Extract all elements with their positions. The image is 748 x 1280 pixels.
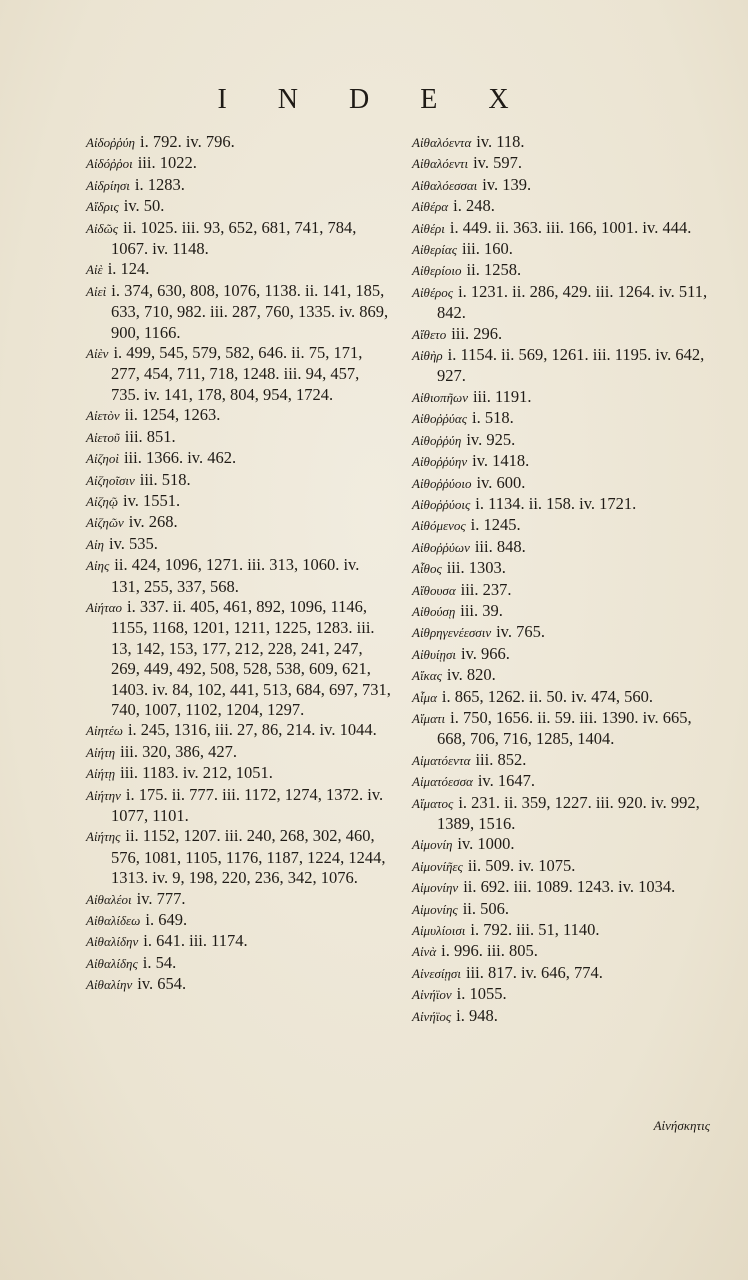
index-references: iii. 160.	[462, 239, 513, 259]
index-headword: Αἰθέρος	[412, 284, 454, 300]
index-references: iii. 39.	[460, 600, 503, 620]
index-references: iv. 600.	[476, 472, 526, 492]
index-entry	[86, 974, 392, 995]
index-headword: Αἱμονίῆες	[412, 858, 463, 874]
index-headword: Αἴθουσα	[412, 582, 456, 598]
index-references: iv. 535.	[109, 533, 158, 553]
index-headword: Αἰνήϊον	[412, 987, 452, 1003]
index-references: i. 499, 545, 579, 582, 646. ii. 75, 171, 277, 454, 711, 718, 1248. iii. 94, 457, 735. iv. 141, 178, 804, 954, 1724.	[111, 343, 363, 404]
index-references: i. 641. iii. 1174.	[143, 931, 248, 951]
index-entry	[412, 665, 712, 686]
index-entry	[412, 750, 712, 771]
index-entry	[412, 260, 712, 281]
index-entry	[412, 473, 712, 494]
index-column-left	[86, 132, 392, 996]
index-references: i. 374, 630, 808, 1076, 1138. ii. 141, 185, 633, 710, 982. iii. 287, 760, 1335. iv. 869, 900, 1166.	[111, 280, 389, 342]
index-entry	[412, 941, 712, 962]
index-entry	[86, 132, 392, 153]
index-entry	[412, 1006, 712, 1027]
index-headword: Αἰθούσῃ	[412, 603, 456, 619]
index-references: ii. 506.	[462, 898, 509, 918]
index-references: iv. 139.	[482, 174, 532, 194]
index-headword: Αἱματόεντα	[412, 752, 471, 768]
index-references: i. 865, 1262. ii. 50. iv. 474, 560.	[441, 686, 654, 706]
index-references: i. 337. ii. 405, 461, 892, 1096, 1146, 1155, 1168, 1201, 1211, 1225, 1283. iii. 13, 142, 153, 177, 212, 228, 241, 247, 269, 449, 492, 508, 528, 538, 609, 621, 1403. iv. 84, 102, 441, 513, 684, 697, 731, 740, 1007, 1102, 1204, 1297.	[111, 596, 391, 719]
index-headword: Αἰὲ	[86, 262, 103, 278]
index-headword: Αἰθέρι	[412, 220, 445, 236]
index-entry	[412, 494, 712, 515]
index-headword: Αἰζηοὶ	[86, 451, 119, 467]
index-entry	[412, 877, 712, 898]
index-entry	[412, 580, 712, 601]
index-headword: Αἴκας	[412, 668, 442, 684]
index-headword: Αἰήτῃ	[86, 766, 116, 782]
index-headword: Αἰδρίησι	[86, 177, 130, 193]
index-references: iii. 296.	[451, 323, 503, 343]
index-references: ii. 509. iv. 1075.	[467, 855, 576, 875]
index-entry	[412, 687, 712, 708]
index-headword: Αἴθετο	[412, 326, 447, 342]
index-references: i. 1055.	[456, 984, 507, 1004]
index-references: ii. 1025. iii. 93, 652, 681, 741, 784, 1067. iv. 1148.	[111, 217, 357, 259]
index-references: ii. 424, 1096, 1271. iii. 313, 1060. iv. 131, 255, 337, 568.	[111, 555, 360, 596]
index-references: iii. 1303.	[446, 558, 506, 578]
index-references: iv. 765.	[496, 622, 545, 642]
index-entry	[86, 763, 392, 784]
index-entry	[412, 834, 712, 855]
index-references: iv. 820.	[446, 665, 496, 685]
index-entry	[412, 899, 712, 920]
index-entry	[86, 512, 392, 533]
index-entry	[412, 920, 712, 941]
index-references: iii. 320, 386, 427.	[120, 741, 237, 761]
index-references: iv. 1647.	[477, 771, 535, 791]
index-entry	[86, 953, 392, 974]
index-entry	[86, 405, 392, 426]
index-references: i. 1231. ii. 286, 429. iii. 1264. iv. 511, 842.	[437, 281, 708, 323]
index-entry	[412, 408, 712, 429]
index-headword: Αἰθερίοιο	[412, 263, 462, 279]
index-references: i. 449. ii. 363. iii. 166, 1001. iv. 444.	[449, 217, 692, 237]
index-references: i. 792. iii. 51, 1140.	[470, 920, 600, 940]
index-headword: Αἰθὴρ	[412, 348, 443, 364]
index-entry	[412, 196, 712, 217]
index-references: iv. 1418.	[472, 451, 530, 471]
index-references: ii. 1258.	[466, 260, 522, 280]
index-entry	[86, 555, 392, 597]
index-headword: Αἰθοῤῥύοις	[412, 496, 471, 512]
index-references: iii. 1366. iv. 462.	[123, 448, 237, 468]
index-references: i. 792. iv. 796.	[140, 132, 235, 151]
index-headword: Αἰθαλίδης	[86, 955, 138, 971]
index-headword: Αἰθαλίδην	[86, 934, 139, 950]
index-headword: Αἱμονίης	[412, 901, 458, 917]
index-entry	[86, 153, 392, 174]
index-references: iii. 817. iv. 646, 774.	[465, 962, 603, 982]
index-entry	[86, 196, 392, 217]
index-entry	[86, 889, 392, 910]
index-entry	[86, 343, 392, 405]
index-headword: Αἰήτην	[86, 787, 121, 803]
index-entry	[412, 132, 712, 153]
index-entry	[412, 644, 712, 665]
index-entry	[86, 785, 392, 827]
index-headword: Αἰθαλέοι	[86, 891, 132, 907]
index-entry	[412, 708, 712, 750]
index-headword: Αἰθαλόεντι	[412, 156, 469, 172]
index-references: iii. 848.	[474, 536, 526, 556]
index-entry	[412, 345, 712, 387]
index-headword: Αἰθόμενος	[412, 518, 466, 534]
index-headword: Αἵματος	[412, 795, 454, 811]
index-headword: Αἰνεσίῃσι	[412, 965, 461, 981]
index-entry	[412, 601, 712, 622]
index-references: i. 750, 1656. ii. 59. iii. 1390. iv. 665, 668, 706, 716, 1285, 1404.	[437, 707, 692, 749]
index-entry	[412, 856, 712, 877]
index-references: ii. 1254, 1263.	[124, 405, 221, 425]
index-headword: Αἰθοῤῥύων	[412, 539, 470, 555]
index-references: i. 1245.	[470, 515, 521, 535]
index-references: iv. 268.	[128, 512, 178, 532]
index-references: i. 948.	[456, 1005, 498, 1025]
index-references: iv. 50.	[123, 196, 165, 216]
index-references: iii. 1022.	[137, 153, 197, 173]
index-entry	[86, 470, 392, 491]
index-column-right	[412, 132, 712, 1027]
index-headword: Αἰθαλόεντα	[412, 135, 472, 150]
index-entry	[412, 984, 712, 1005]
index-headword: Αἰδοῤῥύη	[86, 135, 135, 150]
index-references: iv. 1551.	[123, 490, 181, 510]
index-entry	[412, 430, 712, 451]
index-headword: Αἰθοῤῥύας	[412, 411, 467, 427]
index-references: i. 1283.	[134, 174, 185, 194]
index-references: i. 518.	[471, 408, 514, 428]
index-headword: Αἱμονίην	[412, 880, 459, 896]
index-headword: Αἷμα	[412, 689, 437, 705]
index-headword: Αἰζηῶν	[86, 515, 124, 531]
index-headword: Αἰθέρα	[412, 199, 449, 215]
index-references: iv. 1000.	[457, 834, 515, 854]
index-entry	[86, 218, 392, 260]
index-headword: Αἰδῶς	[86, 220, 119, 236]
index-references: i. 996. iii. 805.	[441, 941, 538, 961]
index-entry	[412, 793, 712, 835]
index-entry	[412, 515, 712, 536]
page-title: I N D E X	[217, 84, 531, 115]
index-entry	[86, 910, 392, 931]
index-references: ii. 692. iii. 1089. 1243. iv. 1034.	[463, 877, 676, 897]
index-entry	[412, 175, 712, 196]
index-entry	[412, 153, 712, 174]
index-headword: Αἰὲν	[86, 346, 109, 362]
index-entry	[86, 534, 392, 555]
index-headword: Αἰνὰ	[412, 944, 437, 960]
index-headword: Αἵματι	[412, 710, 446, 726]
index-references: i. 231. ii. 359, 1227. iii. 920. iv. 992, 1389, 1516.	[437, 792, 700, 833]
index-entry	[86, 491, 392, 512]
index-entry	[86, 175, 392, 196]
index-headword: Αἰήτη	[86, 744, 116, 760]
index-entry	[86, 931, 392, 952]
index-references: iv. 966.	[461, 643, 510, 663]
index-references: iii. 852.	[475, 749, 527, 769]
index-entry	[86, 720, 392, 741]
index-entry	[412, 218, 712, 239]
index-headword: Αἰθοῤῥύη	[412, 432, 462, 448]
index-references: iii. 237.	[460, 579, 512, 599]
index-references: i. 1154. ii. 569, 1261. iii. 1195. iv. 642, 927.	[437, 345, 705, 386]
index-entry	[86, 826, 392, 888]
index-headword: Αἰνήϊος	[412, 1008, 452, 1024]
index-headword: Αἰετὸν	[86, 408, 120, 424]
index-headword: Αἰθαλίην	[86, 977, 133, 993]
index-references: iv. 118.	[476, 132, 525, 151]
index-references: iii. 1191.	[472, 386, 532, 406]
index-entry	[412, 451, 712, 472]
index-headword: Αἱματόεσσα	[412, 774, 473, 790]
index-entry	[412, 558, 712, 579]
index-entry	[412, 282, 712, 324]
index-headword: Αἰήτης	[86, 829, 121, 845]
index-references: iv. 925.	[466, 429, 516, 449]
index-headword: Αἰθαλίδεω	[86, 913, 141, 929]
index-entry	[412, 771, 712, 792]
index-headword: Αἰθυίῃσι	[412, 646, 456, 662]
index-headword: Αἶθος	[412, 561, 442, 577]
index-references: i. 124.	[107, 259, 150, 279]
index-entry	[86, 448, 392, 469]
index-references: i. 1134. ii. 158. iv. 1721.	[475, 493, 637, 513]
index-references: iv. 654.	[137, 974, 187, 994]
index-references: i. 175. ii. 777. iii. 1172, 1274, 1372. iv. 1077, 1101.	[111, 784, 384, 825]
index-entry	[412, 324, 712, 345]
index-headword: Αἰθοῤῥύην	[412, 454, 468, 470]
index-entry	[86, 742, 392, 763]
index-headword: Αἰης	[86, 558, 110, 574]
index-headword: Αἰθρηγενέεσσιν	[412, 625, 492, 641]
index-headword: Αἱμονίη	[412, 837, 453, 853]
index-headword: Αἰθοῤῥύοιο	[412, 475, 472, 491]
index-headword: Αἰζηοῖσιν	[86, 472, 135, 488]
index-entry	[412, 537, 712, 558]
index-references: i. 248.	[453, 196, 495, 216]
index-entry	[86, 427, 392, 448]
index-headword: Αἰθερίας	[412, 242, 458, 258]
index-entry	[412, 239, 712, 260]
index-headword: Αἰητέω	[86, 723, 123, 739]
index-headword: Αἰεὶ	[86, 283, 107, 299]
index-references: iii. 851.	[124, 426, 176, 446]
catchword: Αἰνήσκητις	[653, 1118, 710, 1133]
index-references: iv. 597.	[473, 153, 522, 173]
index-references: i. 649.	[145, 910, 188, 930]
index-entry	[86, 597, 392, 720]
index-references: iii. 1183. iv. 212, 1051.	[120, 763, 273, 783]
index-headword: Αἰήταο	[86, 599, 122, 615]
index-headword: Αἴδρις	[86, 199, 119, 215]
index-entry	[412, 622, 712, 643]
index-headword: Αἰδόῤῥοι	[86, 156, 133, 172]
index-references: iii. 518.	[139, 469, 191, 489]
index-entry	[86, 259, 392, 280]
index-entry	[412, 387, 712, 408]
index-entry	[412, 963, 712, 984]
index-references: ii. 1152, 1207. iii. 240, 268, 302, 460, 576, 1081, 1105, 1176, 1187, 1224, 1244, 1313. iv. 9, 198, 220, 236, 342, 1076.	[111, 826, 386, 888]
index-headword: Αἰετοῦ	[86, 429, 120, 445]
index-references: i. 245, 1316, iii. 27, 86, 214. iv. 1044.	[127, 720, 377, 740]
index-headword: Αἰθιοπῆων	[412, 389, 468, 405]
index-entry	[86, 281, 392, 343]
index-headword: Αἰθαλόεσσαι	[412, 177, 478, 193]
index-headword: Αἰζηῷ	[86, 493, 119, 509]
index-headword: Αἱμυλίοισι	[412, 923, 466, 939]
index-references: iv. 777.	[136, 888, 186, 908]
index-headword: Αἰη	[86, 536, 105, 552]
index-references: i. 54.	[142, 952, 177, 972]
